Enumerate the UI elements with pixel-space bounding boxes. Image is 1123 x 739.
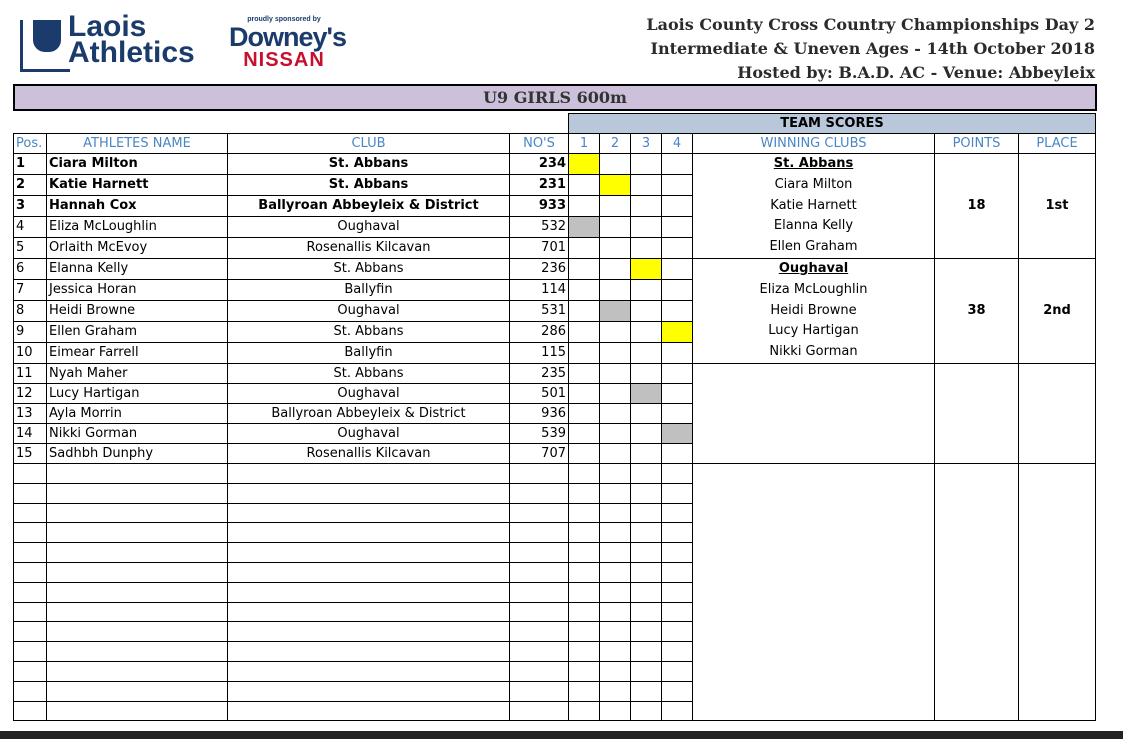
score-cell-2 <box>600 582 631 602</box>
score-cell-4 <box>662 661 693 681</box>
winning-club-block <box>693 154 935 259</box>
score-cell-4 <box>662 523 693 543</box>
score-cell-4 <box>662 622 693 642</box>
score-cell-3 <box>631 403 662 423</box>
empty-cell <box>228 642 510 662</box>
score-cell-2 <box>600 216 631 237</box>
cell-club: Rosenallis Kilcavan <box>228 237 510 258</box>
logo-line-1: Laois <box>68 10 147 43</box>
empty-cell <box>14 543 47 563</box>
score-cell-3 <box>631 701 662 721</box>
cell-athlete-name: Orlaith McEvoy <box>47 237 228 258</box>
header-c3: 3 <box>631 134 662 154</box>
empty-cell <box>228 602 510 622</box>
cell-club: Rosenallis Kilcavan <box>228 443 510 463</box>
cell-club: St. Abbans <box>228 321 510 342</box>
cell-athlete-name: Heidi Browne <box>47 300 228 321</box>
event-title: U9 GIRLS 600m <box>13 84 1097 111</box>
cell-club: St. Abbans <box>228 154 510 175</box>
team-club-name: St. Abbans <box>773 156 854 171</box>
cell-number: 539 <box>510 423 569 443</box>
score-cell-1 <box>569 403 600 423</box>
empty-cell <box>47 562 228 582</box>
team-member: Ellen Graham <box>769 239 858 255</box>
score-cell-4 <box>662 154 693 175</box>
score-cell-3 <box>631 423 662 443</box>
empty-cell <box>228 463 510 483</box>
blank-cell <box>14 114 569 134</box>
score-cell-4 <box>662 483 693 503</box>
empty-cell <box>47 483 228 503</box>
sponsor-logo <box>229 16 346 76</box>
cell-club: St. Abbans <box>228 174 510 195</box>
header-c4: 4 <box>662 134 693 154</box>
score-cell-1 <box>569 423 600 443</box>
empty-cell <box>228 523 510 543</box>
cell-club: St. Abbans <box>228 258 510 279</box>
cell-athlete-name: Elanna Kelly <box>47 258 228 279</box>
score-cell-3 <box>631 279 662 300</box>
header-name: ATHLETES NAME <box>47 134 228 154</box>
score-cell-2 <box>600 681 631 701</box>
page-heading <box>646 13 1095 85</box>
empty-cell <box>47 543 228 563</box>
score-cell-2 <box>600 342 631 363</box>
empty-cell <box>14 562 47 582</box>
score-cell-4 <box>662 423 693 443</box>
empty-cell <box>14 622 47 642</box>
score-cell-4 <box>662 642 693 662</box>
cell-pos: 13 <box>14 403 47 423</box>
score-cell-1 <box>569 195 600 216</box>
empty-cell <box>47 602 228 622</box>
empty-cell <box>510 523 569 543</box>
score-cell-2 <box>600 363 631 383</box>
score-cell-1 <box>569 383 600 403</box>
score-cell-4 <box>662 582 693 602</box>
score-cell-3 <box>631 237 662 258</box>
results-table <box>13 113 1096 721</box>
score-cell-1 <box>569 463 600 483</box>
score-cell-3 <box>631 342 662 363</box>
cell-number: 234 <box>510 154 569 175</box>
score-cell-1 <box>569 321 600 342</box>
score-cell-1 <box>569 681 600 701</box>
score-cell-1 <box>569 523 600 543</box>
score-cell-1 <box>569 483 600 503</box>
empty-cell <box>510 661 569 681</box>
empty-cell <box>14 681 47 701</box>
cell-athlete-name: Eliza McLoughlin <box>47 216 228 237</box>
cell-pos: 10 <box>14 342 47 363</box>
heading-line-1: Laois County Cross Country Championships Day 2 <box>646 15 1095 34</box>
empty-cell <box>47 661 228 681</box>
score-cell-1 <box>569 562 600 582</box>
sponsor-maker: NISSAN <box>243 49 325 71</box>
cell-number: 231 <box>510 174 569 195</box>
cell-pos: 2 <box>14 174 47 195</box>
score-cell-3 <box>631 300 662 321</box>
heading-line-3: Hosted by: B.A.D. AC - Venue: Abbeyleix <box>737 63 1095 82</box>
empty-cell <box>510 503 569 523</box>
team-points: 38 <box>935 258 1019 363</box>
cell-number: 286 <box>510 321 569 342</box>
score-cell-1 <box>569 622 600 642</box>
score-cell-4 <box>662 342 693 363</box>
score-cell-2 <box>600 443 631 463</box>
cell-athlete-name: Lucy Hartigan <box>47 383 228 403</box>
empty-cell <box>228 701 510 721</box>
empty-cell <box>510 681 569 701</box>
score-cell-3 <box>631 258 662 279</box>
score-cell-2 <box>600 383 631 403</box>
empty-cell <box>14 503 47 523</box>
empty-cell <box>14 701 47 721</box>
empty-points <box>935 463 1019 720</box>
cell-club: St. Abbans <box>228 363 510 383</box>
table-row <box>14 154 1096 175</box>
score-cell-3 <box>631 582 662 602</box>
empty-cell <box>47 503 228 523</box>
team-points: 18 <box>935 154 1019 259</box>
cell-number: 501 <box>510 383 569 403</box>
empty-cell <box>228 503 510 523</box>
score-cell-4 <box>662 403 693 423</box>
cell-number: 532 <box>510 216 569 237</box>
score-cell-4 <box>662 602 693 622</box>
score-cell-2 <box>600 403 631 423</box>
score-cell-2 <box>600 258 631 279</box>
score-cell-3 <box>631 483 662 503</box>
cell-number: 236 <box>510 258 569 279</box>
empty-cell <box>14 661 47 681</box>
team-scores-header-row <box>14 114 1096 134</box>
empty-cell <box>228 681 510 701</box>
team-member: Eliza McLoughlin <box>759 281 868 297</box>
cell-number: 531 <box>510 300 569 321</box>
empty-cell <box>228 562 510 582</box>
cell-pos: 1 <box>14 154 47 175</box>
score-cell-4 <box>662 195 693 216</box>
cell-athlete-name: Sadhbh Dunphy <box>47 443 228 463</box>
cell-number: 235 <box>510 363 569 383</box>
score-cell-3 <box>631 443 662 463</box>
score-cell-4 <box>662 363 693 383</box>
score-cell-1 <box>569 363 600 383</box>
cell-club: Oughaval <box>228 383 510 403</box>
table-row <box>14 363 1096 383</box>
score-cell-1 <box>569 443 600 463</box>
empty-cell <box>510 543 569 563</box>
score-cell-2 <box>600 602 631 622</box>
cell-number: 114 <box>510 279 569 300</box>
bottom-bar <box>0 731 1123 739</box>
score-cell-3 <box>631 174 662 195</box>
empty-cell <box>14 642 47 662</box>
cell-club: Ballyroan Abbeyleix & District <box>228 195 510 216</box>
score-cell-1 <box>569 216 600 237</box>
score-cell-4 <box>662 562 693 582</box>
cell-club: Ballyroan Abbeyleix & District <box>228 403 510 423</box>
empty-cell <box>47 523 228 543</box>
empty-cell <box>510 562 569 582</box>
table-row <box>14 258 1096 279</box>
cell-athlete-name: Hannah Cox <box>47 195 228 216</box>
score-cell-3 <box>631 154 662 175</box>
empty-cell <box>14 602 47 622</box>
empty-cell <box>510 483 569 503</box>
empty-cell <box>47 701 228 721</box>
score-cell-4 <box>662 321 693 342</box>
score-cell-3 <box>631 216 662 237</box>
score-cell-4 <box>662 279 693 300</box>
score-cell-4 <box>662 443 693 463</box>
score-cell-1 <box>569 701 600 721</box>
score-cell-4 <box>662 258 693 279</box>
empty-cell <box>228 661 510 681</box>
winning-club-block <box>693 258 935 363</box>
score-cell-2 <box>600 503 631 523</box>
score-cell-3 <box>631 383 662 403</box>
sponsor-brand: Downey's <box>229 22 346 52</box>
score-cell-4 <box>662 216 693 237</box>
score-cell-2 <box>600 300 631 321</box>
score-cell-4 <box>662 463 693 483</box>
empty-cell <box>14 483 47 503</box>
score-cell-3 <box>631 642 662 662</box>
score-cell-1 <box>569 342 600 363</box>
cell-athlete-name: Jessica Horan <box>47 279 228 300</box>
team-member: Lucy Hartigan <box>768 323 859 339</box>
score-cell-3 <box>631 681 662 701</box>
score-cell-2 <box>600 483 631 503</box>
score-cell-3 <box>631 463 662 483</box>
cell-pos: 3 <box>14 195 47 216</box>
cell-number: 115 <box>510 342 569 363</box>
empty-cell <box>14 523 47 543</box>
empty-cell <box>510 642 569 662</box>
header-place: PLACE <box>1019 134 1096 154</box>
cell-number: 701 <box>510 237 569 258</box>
laois-shield-icon <box>20 20 70 72</box>
empty-cell <box>47 582 228 602</box>
cell-pos: 5 <box>14 237 47 258</box>
team-member: Elanna Kelly <box>773 218 854 234</box>
cell-athlete-name: Ayla Morrin <box>47 403 228 423</box>
cell-pos: 6 <box>14 258 47 279</box>
score-cell-1 <box>569 154 600 175</box>
score-cell-3 <box>631 661 662 681</box>
team-member: Heidi Browne <box>770 302 857 318</box>
score-cell-4 <box>662 174 693 195</box>
score-cell-2 <box>600 154 631 175</box>
cell-club: Ballyfin <box>228 342 510 363</box>
score-cell-2 <box>600 279 631 300</box>
score-cell-2 <box>600 642 631 662</box>
cell-athlete-name: Katie Harnett <box>47 174 228 195</box>
cell-club: Oughaval <box>228 300 510 321</box>
empty-cell <box>510 701 569 721</box>
score-cell-3 <box>631 195 662 216</box>
score-cell-3 <box>631 622 662 642</box>
score-cell-1 <box>569 279 600 300</box>
empty-cell <box>47 463 228 483</box>
cell-pos: 15 <box>14 443 47 463</box>
score-cell-3 <box>631 321 662 342</box>
score-cell-2 <box>600 562 631 582</box>
score-cell-4 <box>662 383 693 403</box>
score-cell-2 <box>600 195 631 216</box>
score-cell-3 <box>631 543 662 563</box>
score-cell-2 <box>600 543 631 563</box>
empty-points <box>935 363 1019 463</box>
empty-cell <box>47 681 228 701</box>
header-pos: Pos. <box>14 134 47 154</box>
cell-pos: 4 <box>14 216 47 237</box>
score-cell-2 <box>600 661 631 681</box>
cell-athlete-name: Nikki Gorman <box>47 423 228 443</box>
cell-athlete-name: Eimear Farrell <box>47 342 228 363</box>
sponsor-tagline: proudly sponsored by <box>247 16 321 23</box>
score-cell-4 <box>662 237 693 258</box>
score-cell-2 <box>600 463 631 483</box>
score-cell-3 <box>631 562 662 582</box>
score-cell-4 <box>662 681 693 701</box>
logo-line-2: Athletics <box>68 36 195 69</box>
score-cell-2 <box>600 423 631 443</box>
empty-team-block <box>693 463 935 720</box>
cell-club: Oughaval <box>228 216 510 237</box>
empty-cell <box>510 602 569 622</box>
header-c2: 2 <box>600 134 631 154</box>
header-c1: 1 <box>569 134 600 154</box>
score-cell-1 <box>569 543 600 563</box>
score-cell-3 <box>631 363 662 383</box>
empty-cell <box>47 642 228 662</box>
header-nos: NO'S <box>510 134 569 154</box>
column-header-row <box>14 134 1096 154</box>
team-member: Ciara Milton <box>774 176 853 192</box>
empty-cell <box>228 622 510 642</box>
score-cell-1 <box>569 174 600 195</box>
cell-pos: 9 <box>14 321 47 342</box>
score-cell-2 <box>600 701 631 721</box>
header-club: CLUB <box>228 134 510 154</box>
empty-place <box>1019 363 1096 463</box>
empty-cell <box>510 622 569 642</box>
score-cell-2 <box>600 237 631 258</box>
table-row <box>14 463 1096 483</box>
score-cell-4 <box>662 300 693 321</box>
score-cell-1 <box>569 602 600 622</box>
empty-cell <box>14 582 47 602</box>
empty-cell <box>228 483 510 503</box>
team-club-name: Oughaval <box>778 260 849 276</box>
score-cell-1 <box>569 300 600 321</box>
team-place: 2nd <box>1019 258 1096 363</box>
cell-pos: 11 <box>14 363 47 383</box>
empty-cell <box>47 622 228 642</box>
laois-athletics-logo <box>20 10 230 76</box>
empty-cell <box>14 463 47 483</box>
score-cell-3 <box>631 503 662 523</box>
cell-athlete-name: Ellen Graham <box>47 321 228 342</box>
cell-pos: 7 <box>14 279 47 300</box>
cell-athlete-name: Ciara Milton <box>47 154 228 175</box>
empty-team-block <box>693 363 935 463</box>
empty-place <box>1019 463 1096 720</box>
cell-number: 707 <box>510 443 569 463</box>
cell-club: Oughaval <box>228 423 510 443</box>
score-cell-2 <box>600 523 631 543</box>
team-member: Nikki Gorman <box>769 344 858 360</box>
cell-athlete-name: Nyah Maher <box>47 363 228 383</box>
empty-cell <box>510 582 569 602</box>
header-points: POINTS <box>935 134 1019 154</box>
empty-cell <box>510 463 569 483</box>
score-cell-2 <box>600 321 631 342</box>
team-member: Katie Harnett <box>770 197 857 213</box>
cell-club: Ballyfin <box>228 279 510 300</box>
score-cell-2 <box>600 622 631 642</box>
score-cell-1 <box>569 661 600 681</box>
team-place: 1st <box>1019 154 1096 259</box>
cell-pos: 8 <box>14 300 47 321</box>
cell-pos: 14 <box>14 423 47 443</box>
score-cell-4 <box>662 543 693 563</box>
score-cell-1 <box>569 237 600 258</box>
empty-cell <box>228 543 510 563</box>
cell-pos: 12 <box>14 383 47 403</box>
score-cell-1 <box>569 582 600 602</box>
score-cell-4 <box>662 503 693 523</box>
score-cell-1 <box>569 258 600 279</box>
score-cell-1 <box>569 642 600 662</box>
header-winning: WINNING CLUBS <box>693 134 935 154</box>
score-cell-3 <box>631 523 662 543</box>
cell-number: 933 <box>510 195 569 216</box>
empty-cell <box>228 582 510 602</box>
team-scores-title: TEAM SCORES <box>569 114 1096 134</box>
cell-number: 936 <box>510 403 569 423</box>
score-cell-3 <box>631 602 662 622</box>
heading-line-2: Intermediate & Uneven Ages - 14th October 2018 <box>650 39 1095 58</box>
score-cell-2 <box>600 174 631 195</box>
score-cell-4 <box>662 701 693 721</box>
score-cell-1 <box>569 503 600 523</box>
